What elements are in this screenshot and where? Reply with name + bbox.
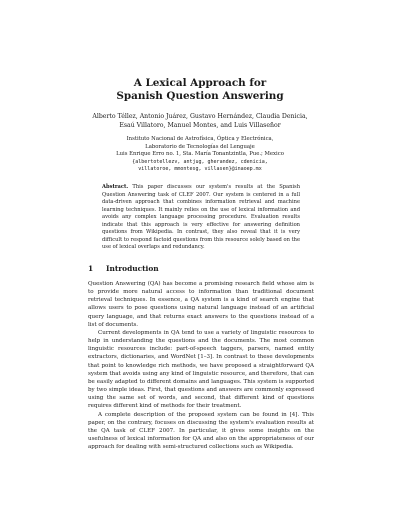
paper-title <box>0 77 400 103</box>
paragraph-3: A complete description of the proposed system can be found in [4]. This paper, on the contrary, focuses on discussing the system's evaluation results at the QA task of CLEF 2007. In particular, it gives some insights on the usefulness of lexical information for QA and also on the appropriateness of our approach for dealing with semi-structured collections such as Wikipedia. <box>88 411 314 451</box>
authors-line-2: Esaú Villatoro, Manuel Montes, and Luis Villaseñor <box>119 122 281 129</box>
emails-line-2: villatoroe, mmontesg, villasen}@inaoep.mx <box>138 166 262 173</box>
abstract-label: Abstract. <box>102 184 129 190</box>
title-line-1: A Lexical Approach for <box>133 77 267 89</box>
affiliation-block <box>0 136 400 174</box>
authors-line-1: Alberto Téllez, Antonio Juárez, Gustavo Hernández, Claudia Denicia, <box>92 113 308 120</box>
section-title: Introduction <box>106 264 159 273</box>
section-heading <box>88 264 159 274</box>
title-line-2: Spanish Question Answering <box>116 90 284 102</box>
affiliation-line-1: Instituto Nacional de Astrofísica, Óptica y Electrónica, <box>126 136 274 142</box>
paragraph-1: Question Answering (QA) has become a promising research field whose aim is to provide more natural access to information than traditional document retrieval techniques. In essence, a QA system is a kind of search engine that allows users to pose questions using natural language instead of an artificial query language, and that returns exact answers to the questions instead of a list of documents. <box>88 281 314 328</box>
section-number: 1 <box>88 264 94 273</box>
paragraph-2: Current developments in QA tend to use a variety of linguistic resources to help in understanding the questions and the documents. The most common linguistic resources include: part-of-speech taggers, parsers, named entity extractors, dictionaries, and WordNet [1–3]. In contrast to these developments that point to knowledge rich methods, we have proposed a straightforward QA system that avoids using any kind of linguistic resource, and therefore, that can be easily adapted to different domains and languages. This system is supported by two simple ideas. First, that questions and answers are commonly expressed using the same set of words, and second, that different kind of questions requires different kind of methods for their treatment. <box>88 329 314 410</box>
body-text <box>88 280 314 451</box>
abstract <box>102 184 300 252</box>
affiliation-line-3: Luis Enrique Erro no. 1, Sta. María Tonantzintla, Pue.; Mexico <box>116 151 284 158</box>
affiliation-line-2: Laboratorio de Tecnologías del Lenguaje <box>145 143 255 150</box>
author-list <box>0 112 400 130</box>
abstract-text: This paper discusses our system's results at the Spanish Question Answering task of CLEF 2007. Our system is centered in a full data-driven approach that combines information retrieval and machine learning techniques. It mainly relies on the use of lexical information and avoids any complex language processing procedure. Evaluation results indicate that this approach is very effective for answering definition questions from Wikipedia. In contrast, they also reveal that it is very difficult to respond factoid questions from this resource solely based on the use of lexical overlaps and redundancy. <box>102 184 300 251</box>
emails-line-1: {albertotellezv, antjug, gherandez, cdenicia, <box>132 158 268 165</box>
